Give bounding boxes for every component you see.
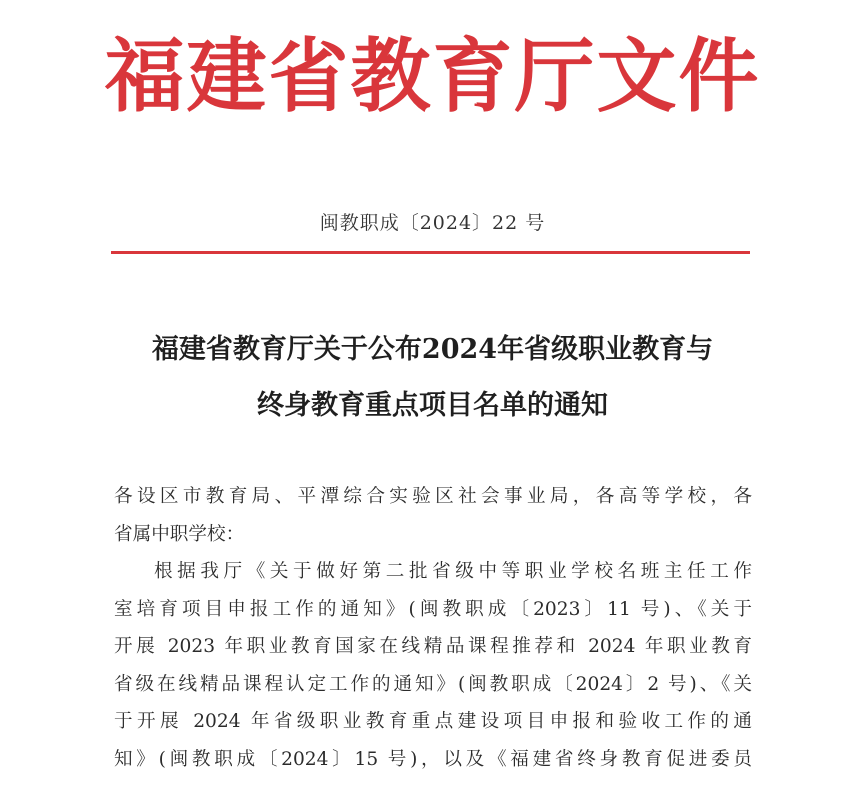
body-line-paragraph-6: 知》(闽教职成〔2024〕15 号)，以及《福建省终身教育促进委员 (114, 748, 752, 770)
body-line-paragraph-3: 开展 2023 年职业教育国家在线精品课程推荐和 2024 年职业教育 (114, 636, 752, 657)
document-number: 闽教职成〔2024〕22 号 (319, 212, 546, 234)
header-divider-rule (111, 251, 750, 254)
body-line-paragraph-5: 于开展 2024 年省级职业教育重点建设项目申报和验收工作的通 (114, 711, 752, 732)
body-line-paragraph-4: 省级在线精品课程认定工作的通知》(闽教职成〔2024〕2 号)、《关 (114, 673, 752, 695)
body-line-paragraph-2: 室培育项目申报工作的通知》(闽教职成〔2023〕11 号)、《关于 (114, 598, 752, 620)
document-header-title: 福建省教育厅文件 (104, 29, 761, 123)
notice-title (100, 322, 765, 434)
body-line-addressees-2: 省属中职学校： (114, 523, 245, 545)
notice-title-line-2: 终身教育重点项目名单的通知 (257, 390, 608, 421)
notice-title-line-1: 福建省教育厅关于公布2024年省级职业教育与 (151, 334, 714, 365)
body-line-paragraph-1: 根据我厅《关于做好第二批省级中等职业学校名班主任工作 (154, 561, 752, 582)
body-line-addressees-1: 各设区市教育局、平潭综合实验区社会事业局，各高等学校，各 (114, 486, 752, 507)
notice-body (114, 478, 752, 778)
